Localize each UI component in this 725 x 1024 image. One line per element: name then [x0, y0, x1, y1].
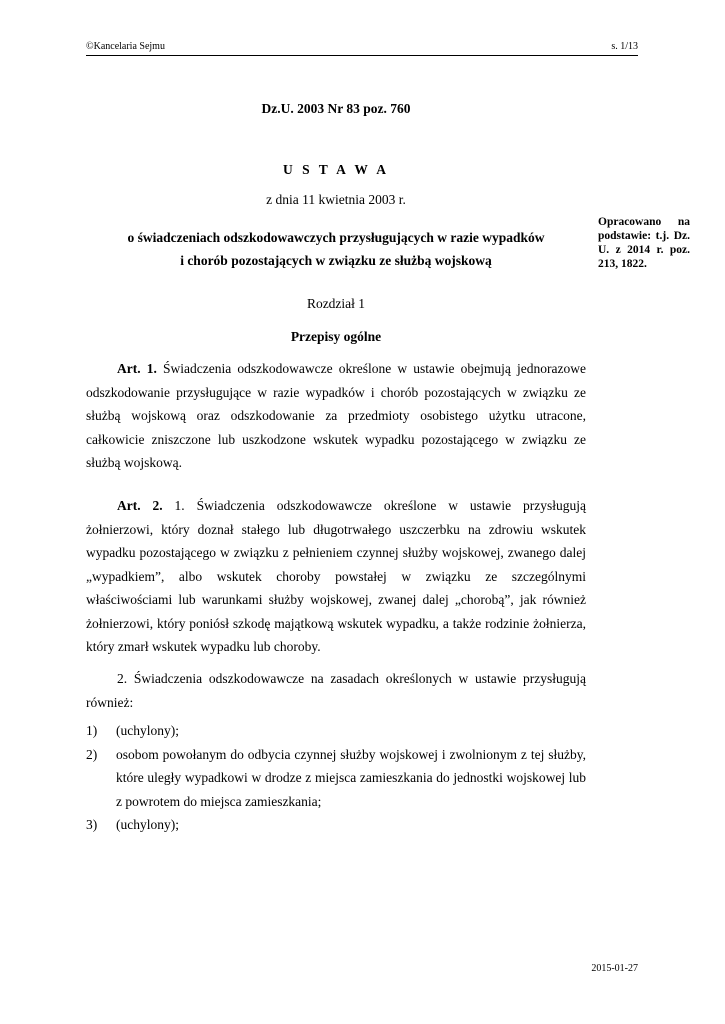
- document-date: z dnia 11 kwietnia 2003 r.: [266, 192, 406, 207]
- list-item-text: osobom powołanym do odbycia czynnej służby wojskowej i zwolnionym z tej służby, które uległy wypadkowi w drodze z miejsca zamieszkania do jednostki wojskowej lub z powrotem do miejsca zamieszkania;: [116, 746, 586, 809]
- article-2-label: Art. 2.: [117, 498, 163, 513]
- list-item-number: 1): [86, 723, 98, 738]
- list-item: [86, 813, 586, 837]
- chapter-number: Rozdział 1: [306, 296, 366, 311]
- chapter-title: Przepisy ogólne: [290, 329, 382, 344]
- source-note: Opracowano na podstawie: t.j. Dz. U. z 2014 r. poz. 213, 1822.: [598, 216, 690, 270]
- article-1: [86, 357, 586, 475]
- list-item-text: (uchylony);: [116, 723, 179, 738]
- list-item-number: 2): [86, 746, 98, 762]
- title-line-1: o świadczeniach odszkodowawczych przysługujących w razie wypadków: [127, 230, 545, 245]
- publisher-label: ©Kancelaria Sejmu: [86, 41, 165, 52]
- list-item-text: (uchylony);: [116, 817, 179, 832]
- document-type: U S T A W A: [283, 162, 389, 177]
- list-item: [86, 743, 586, 814]
- article-1-label: Art. 1.: [117, 361, 157, 376]
- document-title: [86, 226, 586, 272]
- page-header: [86, 41, 638, 56]
- journal-reference: Dz.U. 2003 Nr 83 poz. 760: [261, 101, 411, 116]
- list-item-number: 3): [86, 817, 98, 832]
- article-2: [86, 494, 586, 659]
- article-2-paragraph-2: [86, 667, 586, 714]
- page-number: s. 1/13: [611, 41, 638, 52]
- article-2-list: [86, 719, 586, 837]
- article-1-text: Świadczenia odszkodowawcze określone w ustawie obejmują jednorazowe odszkodowanie przysługujące w razie wypadków i chorób pozostających w związku ze służbą wojskową oraz odszkodowanie za przedmioty osobistego użytku utracone, całkowicie zniszczone lub uszkodzone wskutek wypadku pozostającego w związku ze służbą wojskową.: [86, 361, 586, 470]
- footer-date: 2015-01-27: [591, 963, 638, 974]
- article-2-text: 1. Świadczenia odszkodowawcze określone w ustawie przysługują żołnierzowi, który doznał stałego lub długotrwałego uszczerbku na zdrowiu wskutek wypadku pozostającego w związku z pełnieniem czynnej służby wojskowej, zwanego dalej „wypadkiem”, albo wskutek choroby powstałej w związku ze szczególnymi właściwościami lub warunkami służby wojskowej, zwanej dalej „chorobą”, jak również żołnierzowi, który poniósł szkodę majątkową wskutek wypadku, a także rodzinie żołnierza, który zmarł wskutek wypadku lub choroby.: [86, 498, 586, 654]
- article-2-p2-text: 2. Świadczenia odszkodowawcze na zasadach określonych w ustawie przysługują również:: [86, 671, 586, 710]
- title-line-2: i chorób pozostających w związku ze służbą wojskową: [180, 253, 492, 268]
- list-item: [86, 719, 586, 743]
